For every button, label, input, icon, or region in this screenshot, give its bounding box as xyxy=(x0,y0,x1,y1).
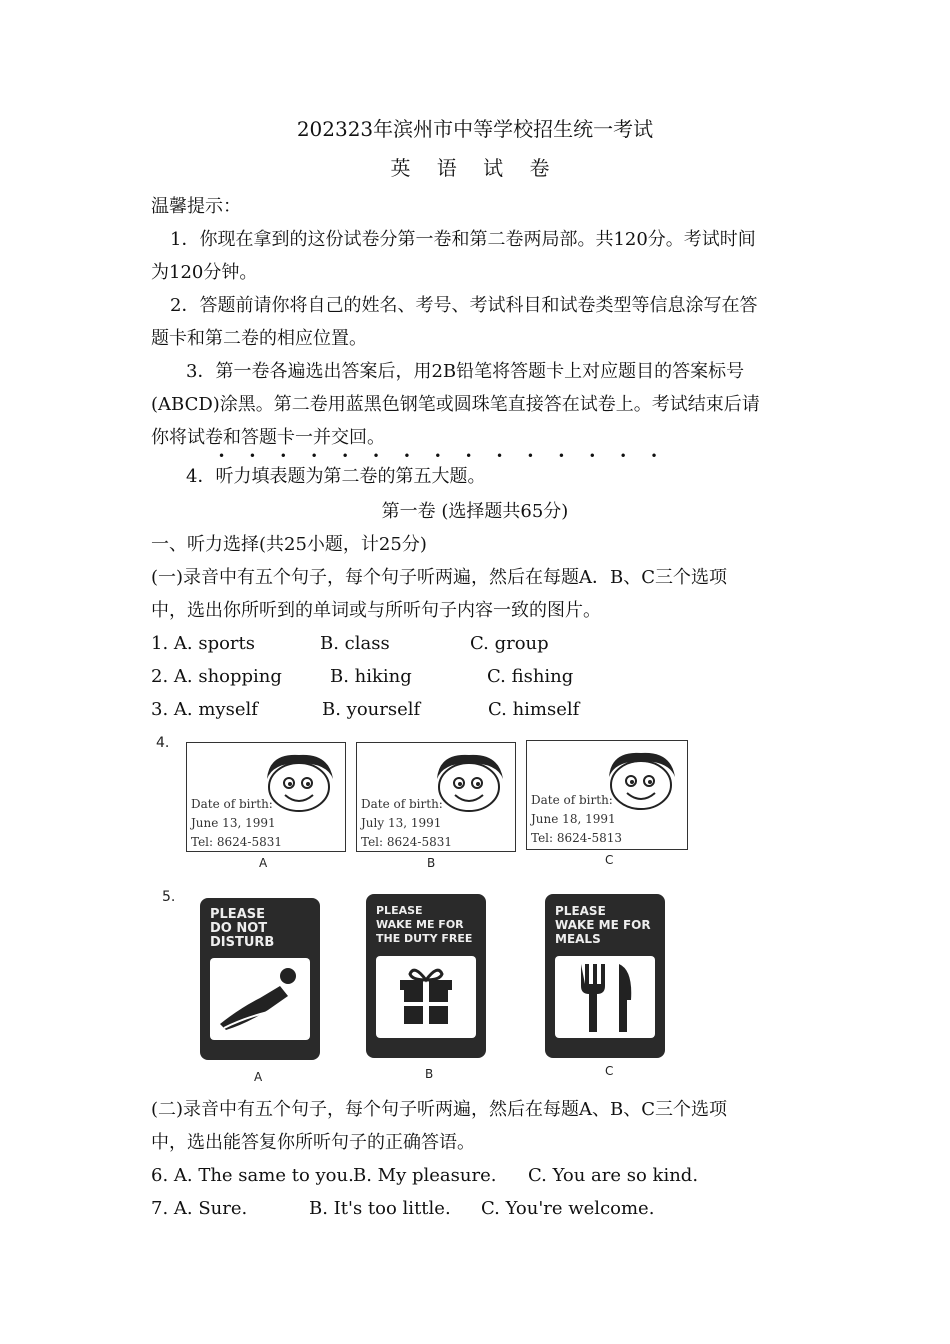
section1-heading: 一、听力选择(共25小题，计25分) xyxy=(151,534,427,555)
tips-heading: 温馨提示： xyxy=(151,196,241,217)
sleeping-person-icon xyxy=(210,958,310,1040)
q2-option-a: 2. A. shopping xyxy=(151,666,282,687)
q6-option-a: 6. A. The same to you. xyxy=(151,1165,354,1186)
q2-option-b: B. hiking xyxy=(330,666,412,687)
tip-3: 3．第一卷各遍选出答案后，用2B铅笔将答题卡上对应题目的答案标号 xyxy=(186,361,745,382)
sub2-instruction-cont: 中，选出能答复你所听句子的正确答语。 xyxy=(151,1132,475,1153)
q6-option-c: C. You are so kind. xyxy=(528,1165,699,1186)
boy-face-icon xyxy=(601,747,681,813)
q5-label-a: A xyxy=(254,1070,263,1084)
q5-sign-b-text: PLEASE WAKE ME FOR THE DUTY FREE xyxy=(376,904,473,945)
q5-sign-c-text: PLEASE WAKE ME FOR MEALS xyxy=(555,904,651,946)
q4-a-tel: Tel: 8624-5831 xyxy=(191,835,283,849)
tip-3-cont-2: 你将试卷和答题卡一并交回。 xyxy=(151,427,385,448)
q5-sign-b xyxy=(366,894,486,1058)
tip-1-cont: 为120分钟。 xyxy=(151,262,258,283)
tip-2: 2．答题前请你将自己的姓名、考号、考试科目和试卷类型等信息涂写在答 xyxy=(170,295,758,316)
q4-b-tel: Tel: 8624-5831 xyxy=(361,835,453,849)
fork-knife-icon xyxy=(555,956,655,1038)
q4-card-c xyxy=(526,740,688,850)
tip-3-cont: (ABCD)涂黑。第二卷用蓝黑色钢笔或圆珠笔直接答在试卷上。考试结束后请 xyxy=(151,394,760,415)
exam-title: 202323年滨州市中等学校招生统一考试 xyxy=(296,117,654,141)
q4-b-birth-date: July 13, 1991 xyxy=(361,816,442,830)
gift-box-icon xyxy=(376,956,476,1038)
q5-label-c: C xyxy=(605,1064,614,1078)
q4-a-birth-label: Date of birth: xyxy=(191,797,273,811)
q4-label-b: B xyxy=(427,856,436,870)
q5-sign-c xyxy=(545,894,665,1058)
q5-label-b: B xyxy=(425,1067,434,1081)
q1-option-b: B. class xyxy=(320,633,390,654)
q2-option-c: C. fishing xyxy=(487,666,574,687)
part1-heading: 第一卷 (选择题共65分) xyxy=(381,501,569,522)
q6-option-b: B. My pleasure. xyxy=(353,1165,497,1186)
q1-option-c: C. group xyxy=(470,633,549,654)
q4-label-c: C xyxy=(605,853,614,867)
q5-sign-a xyxy=(200,898,320,1060)
q3-option-a: 3. A. myself xyxy=(151,699,258,720)
q4-c-birth-date: June 18, 1991 xyxy=(531,812,616,826)
q7-option-b: B. It's too little. xyxy=(309,1198,451,1219)
sub1-instruction-cont: 中，选出你所听到的单词或与所听句子内容一致的图片。 xyxy=(151,600,601,621)
q5-number: 5. xyxy=(162,889,176,905)
q4-b-birth-label: Date of birth: xyxy=(361,797,443,811)
sub1-instruction: (一)录音中有五个句子，每个句子听两遍，然后在每题A．B、C三个选项 xyxy=(151,567,728,588)
q7-option-a: 7. A. Sure. xyxy=(151,1198,248,1219)
exam-subtitle: 英 语 试 卷 xyxy=(390,156,560,180)
q4-card-b xyxy=(356,742,516,852)
q4-c-birth-label: Date of birth: xyxy=(531,793,613,807)
q3-option-c: C. himself xyxy=(488,699,580,720)
q4-card-a xyxy=(186,742,346,852)
emphasis-dots: • • • • • • • • • • • • • • • xyxy=(218,449,668,463)
tip-4: 4．听力填表题为第二卷的第五大题。 xyxy=(186,466,486,487)
tip-2-cont: 题卡和第二卷的相应位置。 xyxy=(151,328,367,349)
q4-c-tel: Tel: 8624-5813 xyxy=(531,831,623,845)
q7-option-c: C. You're welcome. xyxy=(481,1198,655,1219)
q4-number: 4. xyxy=(156,735,170,751)
tip-1: 1．你现在拿到的这份试卷分第一卷和第二卷两局部。共120分。考试时间 xyxy=(170,229,756,250)
q1-option-a: 1. A. sports xyxy=(151,633,256,654)
sub2-instruction: (二)录音中有五个句子，每个句子听两遍，然后在每题A、B、C三个选项 xyxy=(151,1099,728,1120)
q4-label-a: A xyxy=(259,856,268,870)
q3-option-b: B. yourself xyxy=(322,699,421,720)
q4-a-birth-date: June 13, 1991 xyxy=(191,816,276,830)
q5-sign-a-text: PLEASE DO NOT DISTURB xyxy=(210,907,275,950)
